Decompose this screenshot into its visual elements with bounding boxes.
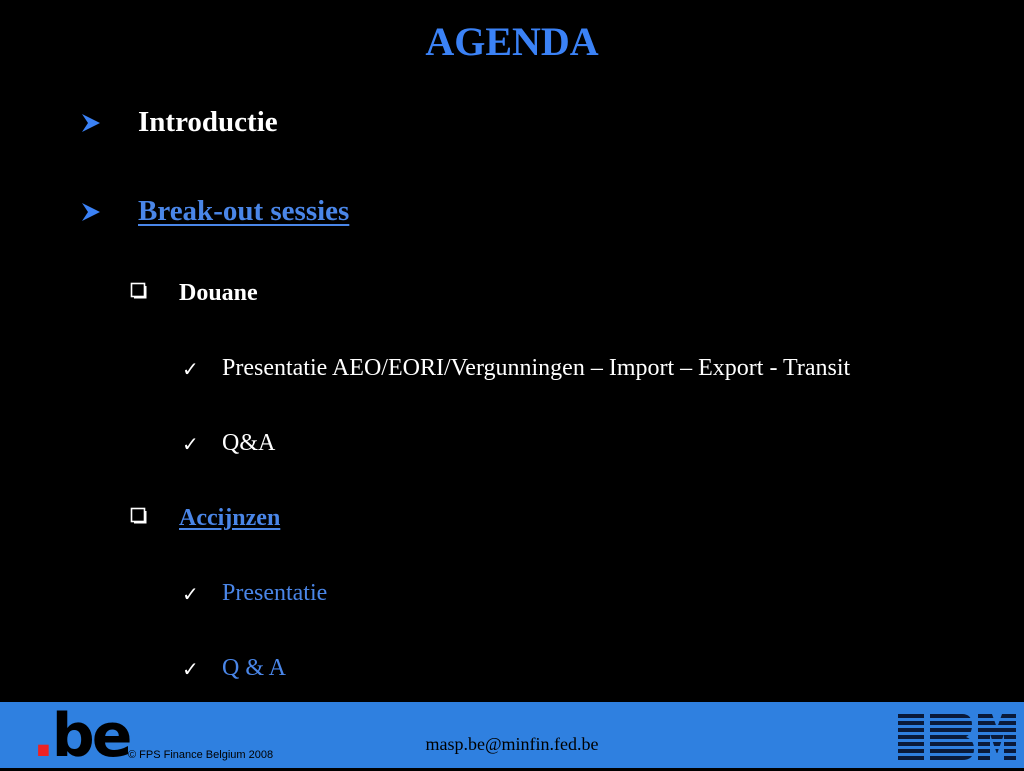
square-bullet-icon: [130, 507, 179, 530]
agenda-point-label: Presentatie AEO/EORI/Vergunningen – Import – Export - Transit: [222, 355, 851, 381]
be-logo: .be: [32, 701, 130, 771]
checkmark-icon: ✓: [182, 431, 199, 456]
copyright-text: © FPS Finance Belgium 2008: [128, 749, 274, 761]
agenda-point-label: Q & A: [222, 655, 287, 681]
agenda-point: [182, 355, 850, 382]
arrow-bullet-icon: [80, 112, 138, 134]
agenda-point: [182, 430, 275, 457]
checkmark-icon: ✓: [182, 656, 199, 681]
agenda-item-introductie: [80, 106, 278, 139]
contact-email: masp.be@minfin.fed.be: [425, 734, 599, 754]
agenda-subitem-accijnzen: [130, 505, 280, 532]
checkmark-icon: ✓: [182, 356, 199, 381]
agenda-point: [182, 580, 327, 607]
agenda-point-label: Q&A: [222, 430, 276, 456]
checkmark-icon: ✓: [182, 581, 199, 606]
agenda-item-label: Introductie: [138, 106, 278, 138]
agenda-point: [182, 655, 286, 682]
arrow-bullet-icon: [80, 201, 138, 223]
agenda-subitem-douane: [130, 280, 258, 307]
agenda-subitem-label: Douane: [179, 280, 258, 306]
square-bullet-icon: [130, 282, 179, 305]
footer-bar: [0, 701, 1024, 771]
breakout-sessies-link[interactable]: Break-out sessies: [138, 195, 350, 227]
ibm-logo: [898, 714, 1016, 762]
agenda-item-breakout: [80, 195, 349, 228]
accijnzen-link[interactable]: Accijnzen: [179, 505, 281, 531]
agenda-point-label: Presentatie: [222, 580, 328, 606]
page-title: AGENDA: [425, 19, 599, 64]
